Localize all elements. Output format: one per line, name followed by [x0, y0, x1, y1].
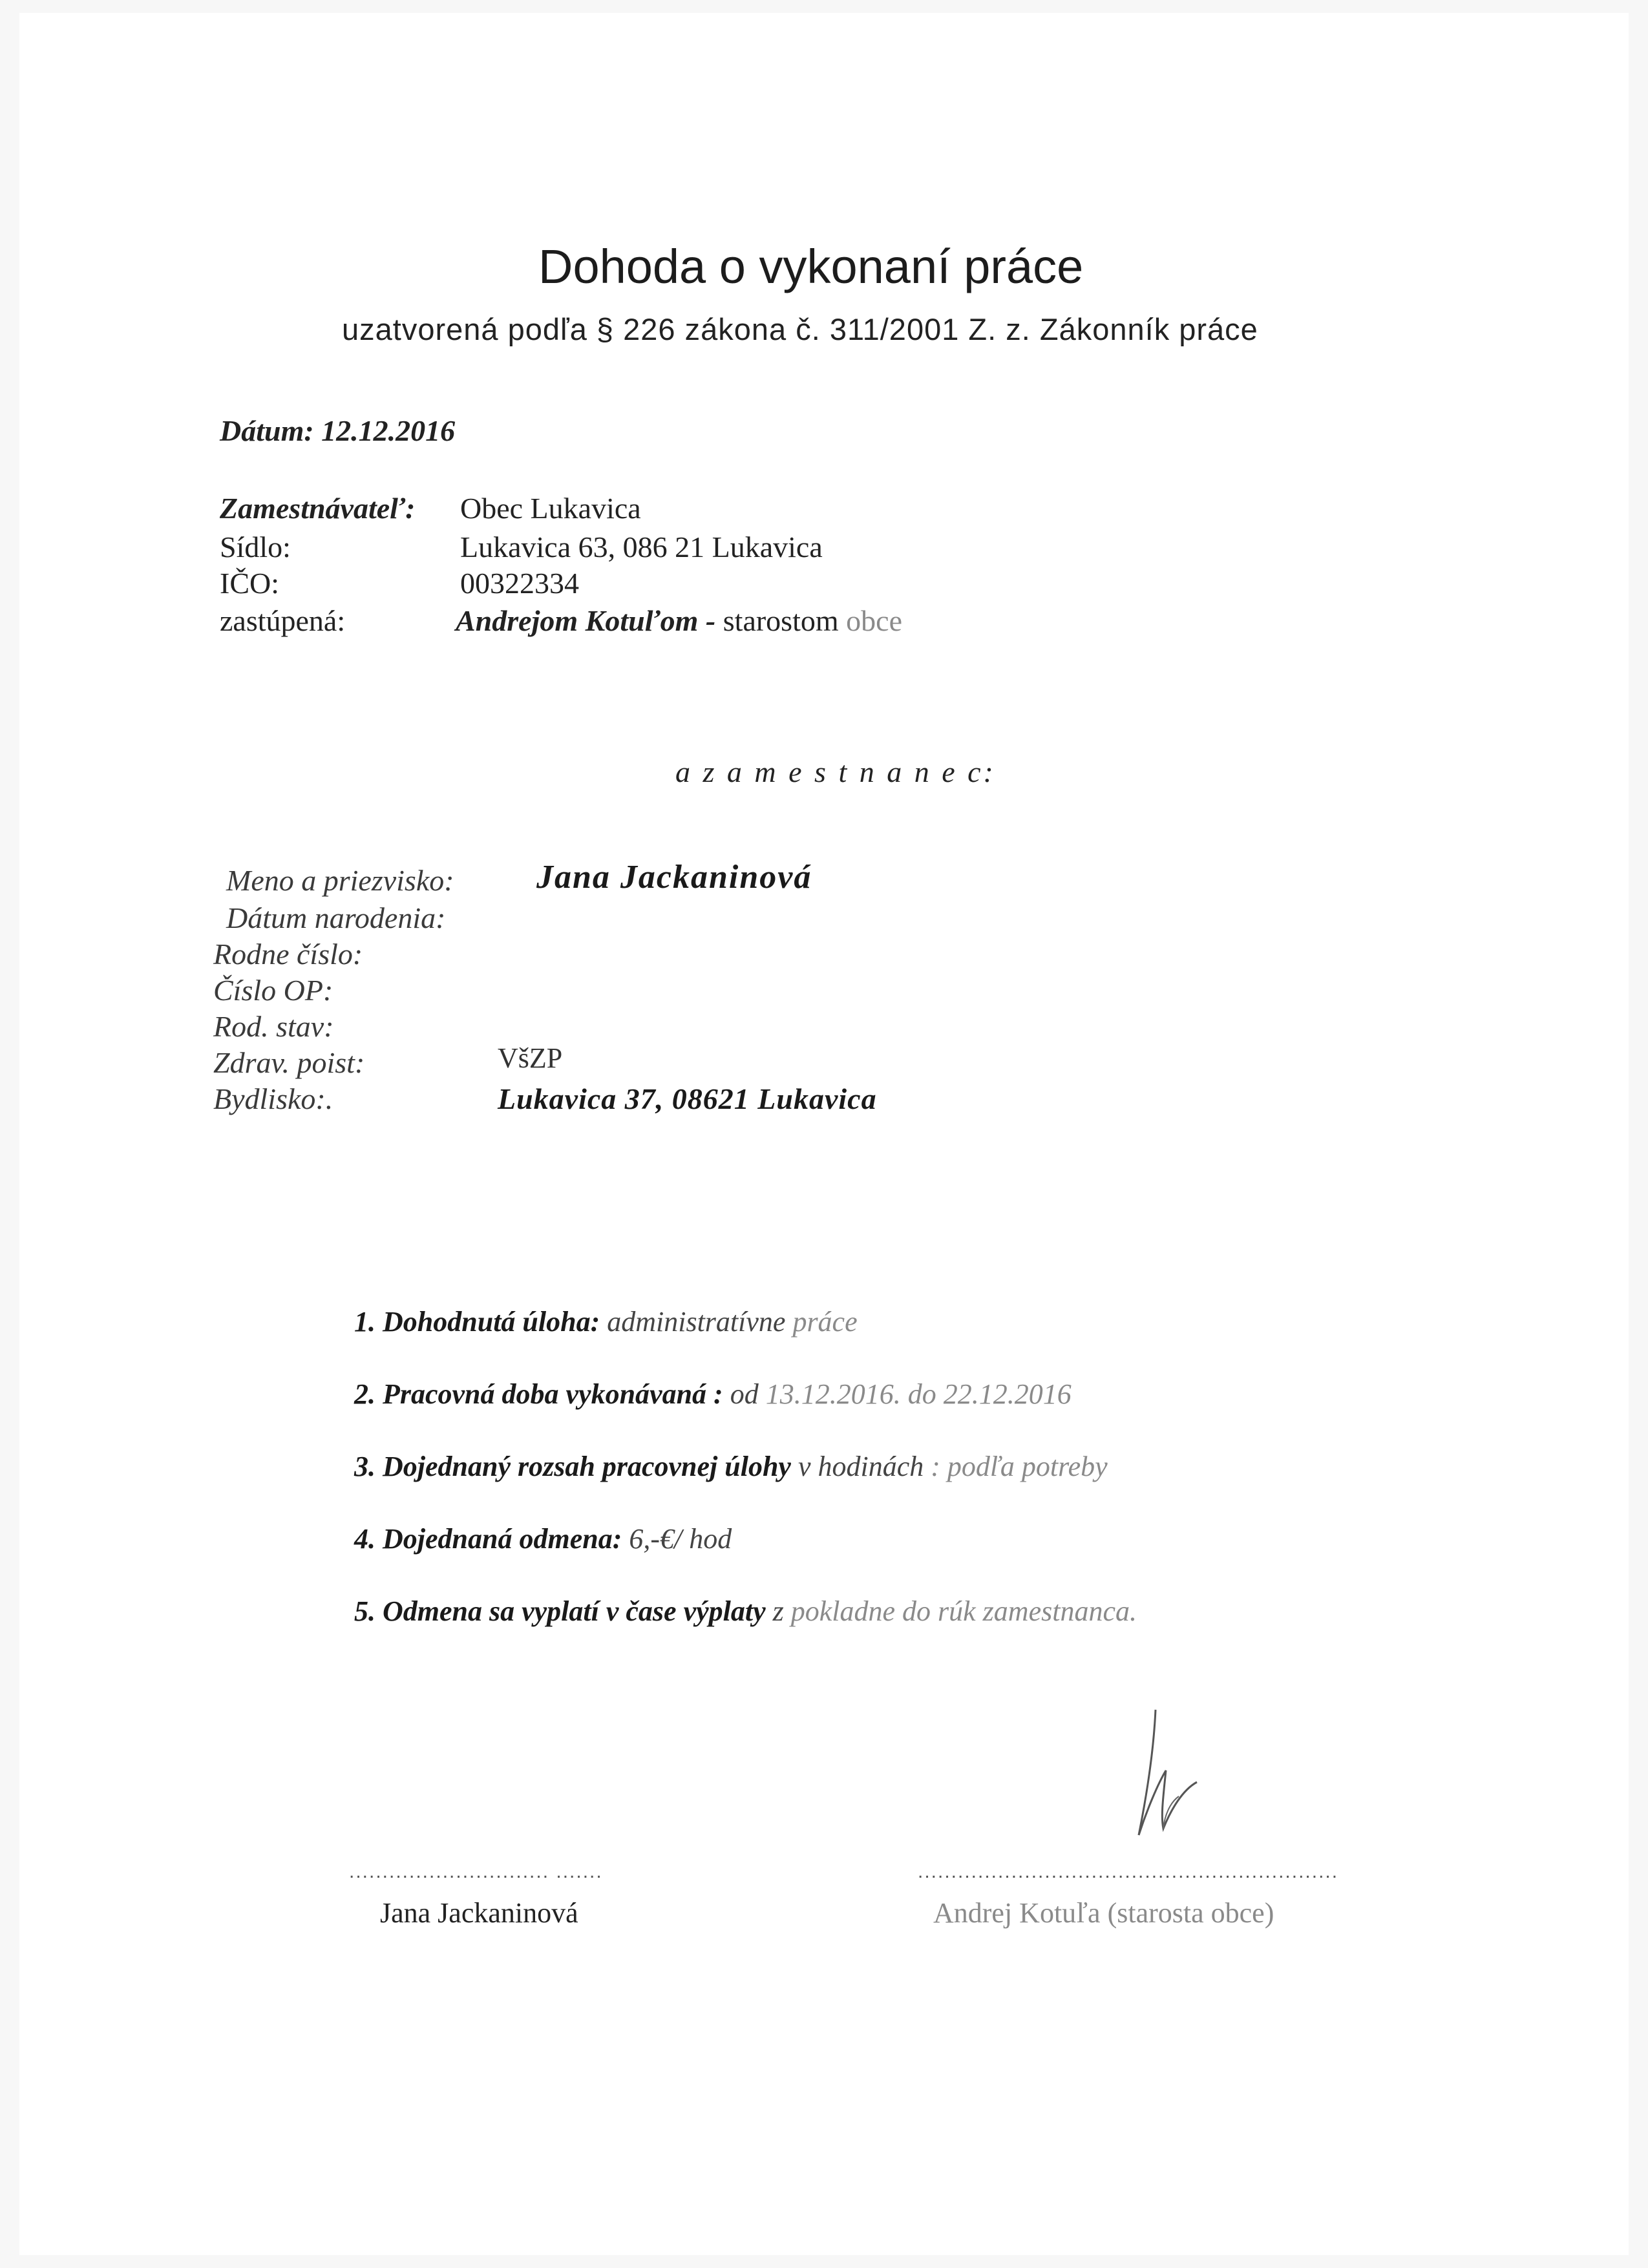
- signature-name-mayor: Andrej Kotuľa (starosta obce): [933, 1897, 1274, 1929]
- term-5: [354, 1595, 1137, 1628]
- employee-name-label: Meno a priezvisko:: [226, 864, 454, 897]
- sidlo-value: Lukavica 63, 086 21 Lukavica: [460, 530, 823, 563]
- representative-line: [456, 604, 902, 638]
- bydlisko-value: Lukavica 37, 08621 Lukavica: [498, 1082, 877, 1115]
- term-1-label: 1. Dohodnutá úloha:: [354, 1306, 600, 1338]
- ico-label: IČO:: [220, 567, 279, 600]
- dob-label: Dátum narodenia:: [226, 901, 446, 934]
- ico-value: 00322334: [460, 567, 579, 600]
- term-2: [354, 1378, 1072, 1411]
- signature-line-employee: .............................. .......: [349, 1861, 603, 1882]
- term-1-value-light: práce: [785, 1306, 858, 1338]
- term-3-label: 3. Dojednaný rozsah pracovnej úlohy: [354, 1451, 791, 1482]
- term-5-label: 5. Odmena sa vyplatí v čase výplaty: [354, 1595, 766, 1627]
- term-4-value: 6,-€/ hod: [622, 1523, 732, 1555]
- handwritten-signature-icon: [1125, 1706, 1215, 1848]
- term-3: [354, 1450, 1108, 1483]
- term-2-label: 2. Pracovná doba vykonávaná :: [354, 1378, 723, 1410]
- employee-separator: a z a m e s t n a n e c:: [675, 755, 996, 788]
- employer-name: Obec Lukavica: [460, 492, 641, 525]
- term-1: [354, 1305, 858, 1338]
- document-title: Dohoda o vykonaní práce: [538, 240, 1084, 293]
- document-page: [19, 13, 1629, 2255]
- term-2-value-light: 13.12.2016. do 22.12.2016: [765, 1378, 1072, 1410]
- zastupena-label: zastúpená:: [220, 604, 346, 637]
- representative-role-suffix: obce: [838, 604, 902, 637]
- signature-line-mayor: ...............................................................: [918, 1861, 1339, 1882]
- agreement-date: Dátum: 12.12.2016: [220, 414, 456, 447]
- term-4-label: 4. Dojednaná odmena:: [354, 1523, 622, 1555]
- representative-role: starostom: [715, 604, 839, 637]
- term-4: [354, 1522, 732, 1555]
- representative-name: Andrejom Kotuľom -: [456, 604, 716, 637]
- rodne-cislo-label: Rodne číslo:: [213, 938, 363, 971]
- zdrav-poist-label: Zdrav. poist:: [213, 1046, 365, 1079]
- zdrav-poist-value: VšZP: [498, 1042, 563, 1074]
- signature-name-employee: Jana Jackaninová: [380, 1897, 578, 1929]
- bydlisko-label: Bydlisko:.: [213, 1082, 333, 1115]
- employer-label: Zamestnávateľ:: [220, 492, 416, 525]
- document-subtitle: uzatvorená podľa § 226 zákona č. 311/2001 Z. z. Zákonník práce: [342, 312, 1258, 346]
- term-2-value: od: [723, 1378, 766, 1410]
- term-1-value: administratívne: [607, 1306, 786, 1338]
- term-3-value-light: : podľa potreby: [931, 1451, 1108, 1482]
- rod-stav-label: Rod. stav:: [213, 1010, 334, 1043]
- cislo-op-label: Číslo OP:: [213, 974, 333, 1007]
- sidlo-label: Sídlo:: [220, 530, 291, 563]
- term-5-value: z: [765, 1595, 791, 1627]
- term-5-value-light: pokladne do rúk zamestnanca.: [790, 1595, 1137, 1627]
- employee-name: Jana Jackaninová: [536, 859, 812, 896]
- term-3-value: v hodinách: [790, 1451, 931, 1482]
